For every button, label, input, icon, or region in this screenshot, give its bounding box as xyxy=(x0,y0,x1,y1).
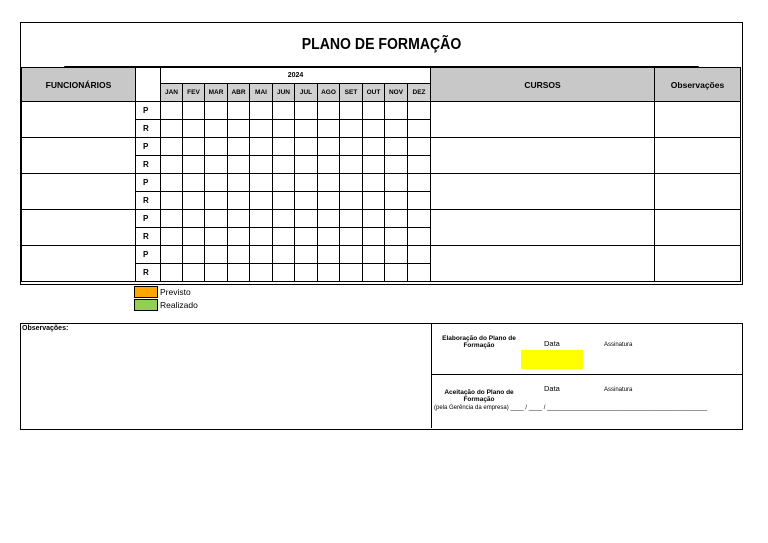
month-cell[interactable] xyxy=(340,264,363,282)
month-cell[interactable] xyxy=(228,228,250,246)
month-header-8: SET xyxy=(340,84,363,102)
month-cell[interactable] xyxy=(183,246,205,264)
month-cell[interactable] xyxy=(205,210,228,228)
month-cell[interactable] xyxy=(250,246,273,264)
date-label-2: Data xyxy=(544,384,560,393)
month-cell[interactable] xyxy=(318,120,340,138)
acceptance-signature-line: (pela Gerência da empresa) ____ / ____ / ________________________________________________ xyxy=(434,405,708,411)
pr-header-cell xyxy=(136,68,161,102)
month-cell[interactable] xyxy=(273,138,295,156)
month-cell[interactable] xyxy=(205,120,228,138)
month-cell[interactable] xyxy=(161,156,183,174)
month-cell[interactable] xyxy=(363,156,385,174)
month-cell[interactable] xyxy=(385,174,408,192)
legend-item-done xyxy=(134,298,198,311)
planned-swatch xyxy=(134,286,158,298)
month-cell[interactable] xyxy=(273,102,295,120)
month-cell[interactable] xyxy=(295,156,318,174)
month-cell[interactable] xyxy=(273,228,295,246)
month-cell[interactable] xyxy=(295,210,318,228)
acceptance-label: Aceitação do Plano de Formação xyxy=(444,389,514,403)
notes-label: Observações: xyxy=(22,325,69,332)
year-header: 2024 xyxy=(161,68,431,84)
month-cell[interactable] xyxy=(228,264,250,282)
employee-cell[interactable] xyxy=(22,138,136,174)
month-cell[interactable] xyxy=(183,102,205,120)
notes-cell[interactable] xyxy=(655,102,741,138)
employee-cell[interactable] xyxy=(22,174,136,210)
month-cell[interactable] xyxy=(161,138,183,156)
month-cell[interactable] xyxy=(295,246,318,264)
course-cell[interactable] xyxy=(431,174,655,210)
done-row-label: R xyxy=(136,156,161,174)
done-row-label: R xyxy=(136,264,161,282)
month-cell[interactable] xyxy=(228,246,250,264)
month-cell[interactable] xyxy=(340,138,363,156)
legend-label-done: Realizado xyxy=(160,299,198,310)
month-cell[interactable] xyxy=(385,228,408,246)
month-cell[interactable] xyxy=(340,174,363,192)
planned-row-label: P xyxy=(136,102,161,120)
month-cell[interactable] xyxy=(183,228,205,246)
month-cell[interactable] xyxy=(363,228,385,246)
month-cell[interactable] xyxy=(228,192,250,210)
month-header-6: JUL xyxy=(295,84,318,102)
notes-cell[interactable] xyxy=(655,174,741,210)
month-header-10: NOV xyxy=(385,84,408,102)
month-cell[interactable] xyxy=(363,264,385,282)
month-cell[interactable] xyxy=(273,156,295,174)
month-cell[interactable] xyxy=(273,174,295,192)
month-cell[interactable] xyxy=(318,102,340,120)
month-cell[interactable] xyxy=(340,156,363,174)
month-header-5: JUN xyxy=(273,84,295,102)
month-cell[interactable] xyxy=(318,138,340,156)
month-cell[interactable] xyxy=(385,120,408,138)
month-cell[interactable] xyxy=(183,264,205,282)
month-cell[interactable] xyxy=(363,210,385,228)
month-cell[interactable] xyxy=(205,138,228,156)
month-cell[interactable] xyxy=(318,210,340,228)
table-row xyxy=(22,102,741,120)
approval-box xyxy=(431,324,742,428)
month-cell[interactable] xyxy=(385,102,408,120)
month-cell[interactable] xyxy=(363,192,385,210)
done-row-label: R xyxy=(136,228,161,246)
planned-row-label: P xyxy=(136,138,161,156)
month-cell[interactable] xyxy=(295,174,318,192)
month-cell[interactable] xyxy=(340,120,363,138)
month-cell[interactable] xyxy=(385,156,408,174)
signature-label-2: Assinatura xyxy=(604,387,633,393)
training-plan-frame xyxy=(20,22,743,285)
month-cell[interactable] xyxy=(408,102,431,120)
month-cell[interactable] xyxy=(161,210,183,228)
month-cell[interactable] xyxy=(408,120,431,138)
course-cell[interactable] xyxy=(431,102,655,138)
month-cell[interactable] xyxy=(295,228,318,246)
planned-row-label: P xyxy=(136,210,161,228)
month-cell[interactable] xyxy=(318,246,340,264)
course-cell[interactable] xyxy=(431,138,655,174)
month-cell[interactable] xyxy=(250,120,273,138)
month-cell[interactable] xyxy=(340,246,363,264)
month-cell[interactable] xyxy=(205,192,228,210)
courses-header: CURSOS xyxy=(431,68,655,102)
month-cell[interactable] xyxy=(385,246,408,264)
month-cell[interactable] xyxy=(205,174,228,192)
table-row xyxy=(22,210,741,228)
month-cell[interactable] xyxy=(250,210,273,228)
employees-header: FUNCIONÁRIOS xyxy=(22,68,136,102)
month-cell[interactable] xyxy=(273,210,295,228)
month-cell[interactable] xyxy=(205,246,228,264)
month-cell[interactable] xyxy=(295,120,318,138)
month-cell[interactable] xyxy=(363,174,385,192)
footer-box xyxy=(20,323,743,430)
table-row xyxy=(22,246,741,264)
month-cell[interactable] xyxy=(228,138,250,156)
month-cell[interactable] xyxy=(228,102,250,120)
month-cell[interactable] xyxy=(161,228,183,246)
month-cell[interactable] xyxy=(250,138,273,156)
month-cell[interactable] xyxy=(385,192,408,210)
month-cell[interactable] xyxy=(363,138,385,156)
month-cell[interactable] xyxy=(318,228,340,246)
page-title: PLANO DE FORMAÇÃO xyxy=(64,23,698,67)
month-cell[interactable] xyxy=(161,120,183,138)
month-cell[interactable] xyxy=(408,246,431,264)
month-header-1: FEV xyxy=(183,84,205,102)
month-cell[interactable] xyxy=(408,228,431,246)
done-swatch xyxy=(134,299,158,311)
table-row xyxy=(22,174,741,192)
month-cell[interactable] xyxy=(273,246,295,264)
date-label-1: Data xyxy=(544,339,560,348)
month-cell[interactable] xyxy=(250,264,273,282)
month-cell[interactable] xyxy=(340,192,363,210)
highlight-cell[interactable] xyxy=(521,350,583,369)
month-cell[interactable] xyxy=(408,264,431,282)
month-cell[interactable] xyxy=(250,156,273,174)
course-cell[interactable] xyxy=(431,246,655,282)
month-cell[interactable] xyxy=(183,138,205,156)
month-cell[interactable] xyxy=(161,174,183,192)
planned-row-label: P xyxy=(136,174,161,192)
month-cell[interactable] xyxy=(205,264,228,282)
month-cell[interactable] xyxy=(318,192,340,210)
month-cell[interactable] xyxy=(273,120,295,138)
notes-cell[interactable] xyxy=(655,138,741,174)
month-cell[interactable] xyxy=(228,174,250,192)
month-cell[interactable] xyxy=(250,228,273,246)
month-cell[interactable] xyxy=(161,192,183,210)
month-header-0: JAN xyxy=(161,84,183,102)
employee-cell[interactable] xyxy=(22,210,136,246)
month-header-3: ABR xyxy=(228,84,250,102)
month-cell[interactable] xyxy=(273,192,295,210)
month-cell[interactable] xyxy=(228,210,250,228)
done-row-label: R xyxy=(136,192,161,210)
month-header-9: OUT xyxy=(363,84,385,102)
month-cell[interactable] xyxy=(363,102,385,120)
month-cell[interactable] xyxy=(183,120,205,138)
month-cell[interactable] xyxy=(408,138,431,156)
elaboration-label: Elaboração do Plano de Formação xyxy=(442,335,516,349)
month-header-2: MAR xyxy=(205,84,228,102)
month-cell[interactable] xyxy=(318,174,340,192)
employee-cell[interactable] xyxy=(22,102,136,138)
month-cell[interactable] xyxy=(205,102,228,120)
signature-label-1: Assinatura xyxy=(604,342,633,348)
month-cell[interactable] xyxy=(408,192,431,210)
planned-row-label: P xyxy=(136,246,161,264)
month-cell[interactable] xyxy=(385,210,408,228)
month-cell[interactable] xyxy=(161,264,183,282)
month-cell[interactable] xyxy=(318,264,340,282)
month-cell[interactable] xyxy=(340,228,363,246)
month-cell[interactable] xyxy=(408,156,431,174)
notes-cell[interactable] xyxy=(655,210,741,246)
month-header-7: AGO xyxy=(318,84,340,102)
month-cell[interactable] xyxy=(340,102,363,120)
done-row-label: R xyxy=(136,120,161,138)
month-cell[interactable] xyxy=(273,264,295,282)
month-cell[interactable] xyxy=(295,102,318,120)
month-cell[interactable] xyxy=(183,156,205,174)
month-cell[interactable] xyxy=(340,210,363,228)
month-cell[interactable] xyxy=(228,156,250,174)
month-cell[interactable] xyxy=(318,156,340,174)
month-cell[interactable] xyxy=(205,228,228,246)
month-cell[interactable] xyxy=(250,174,273,192)
course-cell[interactable] xyxy=(431,210,655,246)
month-cell[interactable] xyxy=(161,246,183,264)
notes-cell[interactable] xyxy=(655,246,741,282)
training-plan-table xyxy=(21,67,741,282)
employee-cell[interactable] xyxy=(22,246,136,282)
month-cell[interactable] xyxy=(295,264,318,282)
month-cell[interactable] xyxy=(183,192,205,210)
month-cell[interactable] xyxy=(228,120,250,138)
month-cell[interactable] xyxy=(205,156,228,174)
month-cell[interactable] xyxy=(408,210,431,228)
month-cell[interactable] xyxy=(408,174,431,192)
month-cell[interactable] xyxy=(161,102,183,120)
month-cell[interactable] xyxy=(363,120,385,138)
approval-divider xyxy=(432,374,742,375)
month-cell[interactable] xyxy=(250,102,273,120)
legend xyxy=(134,285,198,311)
legend-label-planned: Previsto xyxy=(160,286,191,297)
month-header-4: MAI xyxy=(250,84,273,102)
month-cell[interactable] xyxy=(295,138,318,156)
month-header-11: DEZ xyxy=(408,84,431,102)
table-row xyxy=(22,138,741,156)
month-cell[interactable] xyxy=(363,246,385,264)
notes-header: Observações xyxy=(655,68,741,102)
month-cell[interactable] xyxy=(250,192,273,210)
legend-item-planned xyxy=(134,285,198,298)
month-cell[interactable] xyxy=(295,192,318,210)
month-cell[interactable] xyxy=(183,210,205,228)
month-cell[interactable] xyxy=(385,264,408,282)
month-cell[interactable] xyxy=(183,174,205,192)
month-cell[interactable] xyxy=(385,138,408,156)
